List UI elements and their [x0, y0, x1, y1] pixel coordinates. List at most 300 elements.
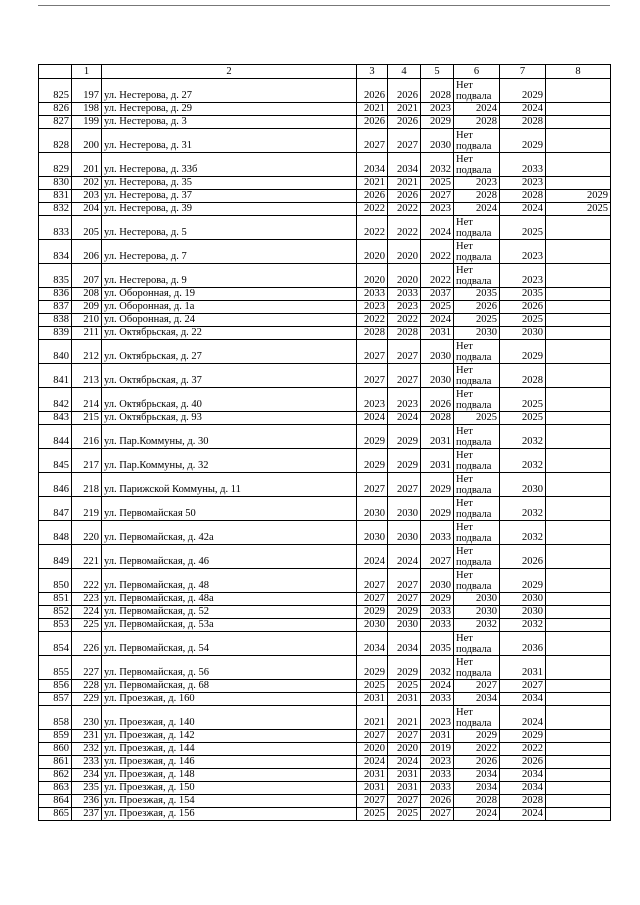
col-7-value: 2028 — [500, 795, 546, 808]
col-4-value: 2022 — [388, 203, 421, 216]
row-number: 847 — [39, 497, 72, 521]
table-row — [39, 103, 611, 116]
col-4-value: 2025 — [388, 680, 421, 693]
table-row — [39, 706, 611, 730]
row-number: 846 — [39, 473, 72, 497]
table-row — [39, 425, 611, 449]
col-3-value: 2034 — [357, 153, 388, 177]
address: ул. Нестерова, д. 9 — [102, 264, 357, 288]
col-8-value — [546, 216, 611, 240]
col-8-value — [546, 153, 611, 177]
col-5-value: 2022 — [421, 264, 454, 288]
object-id: 202 — [72, 177, 102, 190]
col-4-value: 2025 — [388, 808, 421, 821]
col-5-value: 2024 — [421, 216, 454, 240]
row-number: 835 — [39, 264, 72, 288]
col-6-value: 2023 — [454, 177, 500, 190]
col-7-value: 2025 — [500, 388, 546, 412]
address: ул. Нестерова, д. 35 — [102, 177, 357, 190]
row-number: 844 — [39, 425, 72, 449]
object-id: 203 — [72, 190, 102, 203]
row-number: 854 — [39, 632, 72, 656]
address: ул. Октябрьская, д. 22 — [102, 327, 357, 340]
object-id: 206 — [72, 240, 102, 264]
col-7-value: 2030 — [500, 473, 546, 497]
col-7-value: 2026 — [500, 756, 546, 769]
table-row — [39, 756, 611, 769]
col-6-value: 2029 — [454, 730, 500, 743]
col-5-value: 2031 — [421, 730, 454, 743]
col-8-value — [546, 327, 611, 340]
col-4-value: 2029 — [388, 656, 421, 680]
col-6-value: Нет подвала — [454, 521, 500, 545]
object-id: 210 — [72, 314, 102, 327]
address: ул. Проезжая, д. 148 — [102, 769, 357, 782]
col-8-value — [546, 314, 611, 327]
col-3-value: 2027 — [357, 364, 388, 388]
col-5-value: 2033 — [421, 782, 454, 795]
address: ул. Первомайская 50 — [102, 497, 357, 521]
col-4-value: 2031 — [388, 769, 421, 782]
address: ул. Проезжая, д. 150 — [102, 782, 357, 795]
address: ул. Первомайская, д. 42а — [102, 521, 357, 545]
row-number: 857 — [39, 693, 72, 706]
address: ул. Проезжая, д. 146 — [102, 756, 357, 769]
col-5-value: 2028 — [421, 412, 454, 425]
row-number: 828 — [39, 129, 72, 153]
table-row — [39, 808, 611, 821]
row-number: 826 — [39, 103, 72, 116]
col-8-value — [546, 177, 611, 190]
col-8-value — [546, 782, 611, 795]
table-row — [39, 680, 611, 693]
col-8-value — [546, 301, 611, 314]
table-row — [39, 769, 611, 782]
object-id: 228 — [72, 680, 102, 693]
table-row — [39, 79, 611, 103]
col-4-value: 2026 — [388, 190, 421, 203]
table-row — [39, 795, 611, 808]
col-4-value: 2030 — [388, 521, 421, 545]
table-body — [39, 79, 611, 821]
row-number: 849 — [39, 545, 72, 569]
col-7-value: 2036 — [500, 632, 546, 656]
table-row — [39, 388, 611, 412]
col-8-value — [546, 593, 611, 606]
col-8-value — [546, 388, 611, 412]
row-number: 827 — [39, 116, 72, 129]
col-4-value: 2027 — [388, 473, 421, 497]
col-8-value — [546, 521, 611, 545]
col-7-value: 2033 — [500, 153, 546, 177]
col-5-value: 2024 — [421, 314, 454, 327]
col-4-value: 2027 — [388, 730, 421, 743]
col-3-value: 2029 — [357, 425, 388, 449]
col-4-value: 2021 — [388, 177, 421, 190]
col-8-value — [546, 116, 611, 129]
col-3-value: 2023 — [357, 388, 388, 412]
col-3-value: 2022 — [357, 203, 388, 216]
col-3-value: 2028 — [357, 327, 388, 340]
address: ул. Парижской Коммуны, д. 11 — [102, 473, 357, 497]
col-5-value: 2029 — [421, 593, 454, 606]
col-4-value: 2021 — [388, 103, 421, 116]
object-id: 211 — [72, 327, 102, 340]
col-7-value: 2029 — [500, 340, 546, 364]
address: ул. Пар.Коммуны, д. 30 — [102, 425, 357, 449]
col-8-value — [546, 769, 611, 782]
col-5-value: 2031 — [421, 327, 454, 340]
col-3-value: 2026 — [357, 79, 388, 103]
col-6-value: 2024 — [454, 808, 500, 821]
col-4-value: 2030 — [388, 497, 421, 521]
col-3-value: 2027 — [357, 569, 388, 593]
col-8-value — [546, 656, 611, 680]
address: ул. Октябрьская, д. 40 — [102, 388, 357, 412]
col-4-value: 2027 — [388, 593, 421, 606]
col-5-value: 2030 — [421, 129, 454, 153]
object-id: 230 — [72, 706, 102, 730]
table-row — [39, 177, 611, 190]
header-col-1: 1 — [72, 65, 102, 79]
col-4-value: 2034 — [388, 632, 421, 656]
object-id: 220 — [72, 521, 102, 545]
col-5-value: 2019 — [421, 743, 454, 756]
col-8-value — [546, 619, 611, 632]
col-5-value: 2027 — [421, 190, 454, 203]
table-row — [39, 301, 611, 314]
col-6-value: 2028 — [454, 116, 500, 129]
col-7-value: 2032 — [500, 449, 546, 473]
col-8-value — [546, 412, 611, 425]
col-3-value: 2027 — [357, 593, 388, 606]
address: ул. Нестерова, д. 37 — [102, 190, 357, 203]
row-number: 848 — [39, 521, 72, 545]
col-5-value: 2026 — [421, 795, 454, 808]
header-col-8: 8 — [546, 65, 611, 79]
col-3-value: 2021 — [357, 103, 388, 116]
header-col-7: 7 — [500, 65, 546, 79]
address: ул. Нестерова, д. 7 — [102, 240, 357, 264]
col-3-value: 2031 — [357, 693, 388, 706]
col-3-value: 2021 — [357, 177, 388, 190]
header-col-2: 2 — [102, 65, 357, 79]
col-6-value: 2030 — [454, 327, 500, 340]
row-number: 829 — [39, 153, 72, 177]
address: ул. Оборонная, д. 24 — [102, 314, 357, 327]
row-number: 842 — [39, 388, 72, 412]
col-7-value: 2026 — [500, 545, 546, 569]
object-id: 234 — [72, 769, 102, 782]
object-id: 215 — [72, 412, 102, 425]
col-5-value: 2029 — [421, 497, 454, 521]
address: ул. Первомайская, д. 48а — [102, 593, 357, 606]
col-4-value: 2030 — [388, 619, 421, 632]
object-id: 198 — [72, 103, 102, 116]
col-8-value — [546, 103, 611, 116]
address: ул. Проезжая, д. 140 — [102, 706, 357, 730]
col-3-value: 2030 — [357, 619, 388, 632]
object-id: 222 — [72, 569, 102, 593]
table-row — [39, 340, 611, 364]
col-7-value: 2030 — [500, 606, 546, 619]
address: ул. Проезжая, д. 154 — [102, 795, 357, 808]
col-8-value — [546, 473, 611, 497]
header-row — [39, 65, 611, 79]
address: ул. Оборонная, д. 1а — [102, 301, 357, 314]
col-6-value: 2035 — [454, 288, 500, 301]
object-id: 226 — [72, 632, 102, 656]
object-id: 232 — [72, 743, 102, 756]
table-row — [39, 593, 611, 606]
table-row — [39, 129, 611, 153]
table-row — [39, 449, 611, 473]
col-5-value: 2023 — [421, 756, 454, 769]
col-5-value: 2023 — [421, 706, 454, 730]
col-7-value: 2027 — [500, 680, 546, 693]
table-row — [39, 606, 611, 619]
col-8-value — [546, 425, 611, 449]
object-id: 209 — [72, 301, 102, 314]
col-4-value: 2027 — [388, 364, 421, 388]
col-4-value: 2031 — [388, 693, 421, 706]
header-col-4: 4 — [388, 65, 421, 79]
col-7-value: 2025 — [500, 314, 546, 327]
col-7-value: 2024 — [500, 808, 546, 821]
col-6-value: Нет подвала — [454, 153, 500, 177]
col-3-value: 2034 — [357, 632, 388, 656]
table-row — [39, 288, 611, 301]
col-7-value: 2029 — [500, 569, 546, 593]
col-7-value: 2030 — [500, 327, 546, 340]
row-number: 861 — [39, 756, 72, 769]
col-5-value: 2022 — [421, 240, 454, 264]
col-7-value: 2030 — [500, 593, 546, 606]
table-row — [39, 412, 611, 425]
col-5-value: 2032 — [421, 153, 454, 177]
col-7-value: 2023 — [500, 177, 546, 190]
col-5-value: 2028 — [421, 79, 454, 103]
col-3-value: 2023 — [357, 301, 388, 314]
col-4-value: 2029 — [388, 425, 421, 449]
object-id: 207 — [72, 264, 102, 288]
address: ул. Первомайская, д. 68 — [102, 680, 357, 693]
col-6-value: Нет подвала — [454, 79, 500, 103]
col-3-value: 2020 — [357, 240, 388, 264]
col-7-value: 2023 — [500, 240, 546, 264]
col-4-value: 2024 — [388, 545, 421, 569]
col-5-value: 2035 — [421, 632, 454, 656]
table-row — [39, 190, 611, 203]
col-3-value: 2026 — [357, 190, 388, 203]
address: ул. Нестерова, д. 27 — [102, 79, 357, 103]
top-rule — [38, 5, 610, 6]
row-number: 845 — [39, 449, 72, 473]
col-8-value — [546, 79, 611, 103]
table-row — [39, 521, 611, 545]
col-6-value: Нет подвала — [454, 129, 500, 153]
row-number: 856 — [39, 680, 72, 693]
col-4-value: 2020 — [388, 743, 421, 756]
col-6-value: Нет подвала — [454, 632, 500, 656]
col-8-value — [546, 288, 611, 301]
header-blank — [39, 65, 72, 79]
col-3-value: 2029 — [357, 656, 388, 680]
table-row — [39, 569, 611, 593]
col-8-value — [546, 808, 611, 821]
col-7-value: 2026 — [500, 301, 546, 314]
col-6-value: 2025 — [454, 412, 500, 425]
row-number: 850 — [39, 569, 72, 593]
col-5-value: 2027 — [421, 545, 454, 569]
table-row — [39, 264, 611, 288]
col-6-value: 2026 — [454, 301, 500, 314]
row-number: 853 — [39, 619, 72, 632]
col-3-value: 2025 — [357, 808, 388, 821]
address: ул. Оборонная, д. 19 — [102, 288, 357, 301]
object-id: 212 — [72, 340, 102, 364]
col-3-value: 2031 — [357, 782, 388, 795]
object-id: 214 — [72, 388, 102, 412]
col-6-value: 2025 — [454, 314, 500, 327]
address: ул. Октябрьская, д. 37 — [102, 364, 357, 388]
row-number: 865 — [39, 808, 72, 821]
row-number: 833 — [39, 216, 72, 240]
col-7-value: 2032 — [500, 425, 546, 449]
col-3-value: 2029 — [357, 606, 388, 619]
address: ул. Нестерова, д. 31 — [102, 129, 357, 153]
col-4-value: 2020 — [388, 240, 421, 264]
col-8-value — [546, 693, 611, 706]
col-7-value: 2029 — [500, 730, 546, 743]
col-4-value: 2031 — [388, 782, 421, 795]
table-row — [39, 153, 611, 177]
col-6-value: Нет подвала — [454, 425, 500, 449]
col-3-value: 2024 — [357, 412, 388, 425]
col-5-value: 2033 — [421, 606, 454, 619]
col-8-value — [546, 756, 611, 769]
table-row — [39, 693, 611, 706]
object-id: 216 — [72, 425, 102, 449]
col-7-value: 2034 — [500, 782, 546, 795]
object-id: 199 — [72, 116, 102, 129]
table-row — [39, 203, 611, 216]
object-id: 219 — [72, 497, 102, 521]
address: ул. Проезжая, д. 142 — [102, 730, 357, 743]
col-3-value: 2033 — [357, 288, 388, 301]
col-6-value: 2026 — [454, 756, 500, 769]
col-6-value: 2030 — [454, 593, 500, 606]
col-8-value — [546, 706, 611, 730]
address: ул. Первомайская, д. 56 — [102, 656, 357, 680]
col-6-value: Нет подвала — [454, 545, 500, 569]
col-7-value: 2028 — [500, 190, 546, 203]
col-8-value: 2025 — [546, 203, 611, 216]
col-7-value: 2024 — [500, 103, 546, 116]
row-number: 834 — [39, 240, 72, 264]
col-7-value: 2029 — [500, 129, 546, 153]
col-6-value: Нет подвала — [454, 364, 500, 388]
col-7-value: 2034 — [500, 769, 546, 782]
col-7-value: 2032 — [500, 521, 546, 545]
col-3-value: 2030 — [357, 497, 388, 521]
object-id: 204 — [72, 203, 102, 216]
col-3-value: 2022 — [357, 314, 388, 327]
col-6-value: Нет подвала — [454, 340, 500, 364]
col-8-value — [546, 545, 611, 569]
col-7-value: 2032 — [500, 497, 546, 521]
address: ул. Октябрьская, д. 27 — [102, 340, 357, 364]
col-6-value: 2034 — [454, 693, 500, 706]
address: ул. Проезжая, д. 144 — [102, 743, 357, 756]
object-id: 221 — [72, 545, 102, 569]
row-number: 830 — [39, 177, 72, 190]
col-6-value: 2034 — [454, 769, 500, 782]
address: ул. Нестерова, д. 33б — [102, 153, 357, 177]
col-6-value: 2028 — [454, 795, 500, 808]
col-5-value: 2029 — [421, 473, 454, 497]
col-3-value: 2020 — [357, 264, 388, 288]
address: ул. Нестерова, д. 39 — [102, 203, 357, 216]
col-5-value: 2037 — [421, 288, 454, 301]
col-4-value: 2029 — [388, 449, 421, 473]
col-8-value — [546, 129, 611, 153]
col-3-value: 2027 — [357, 129, 388, 153]
col-6-value: 2034 — [454, 782, 500, 795]
col-7-value: 2029 — [500, 79, 546, 103]
row-number: 838 — [39, 314, 72, 327]
table-row — [39, 730, 611, 743]
col-6-value: 2032 — [454, 619, 500, 632]
col-4-value: 2033 — [388, 288, 421, 301]
object-id: 235 — [72, 782, 102, 795]
col-6-value: Нет подвала — [454, 388, 500, 412]
object-id: 208 — [72, 288, 102, 301]
col-4-value: 2026 — [388, 79, 421, 103]
col-6-value: Нет подвала — [454, 240, 500, 264]
col-3-value: 2024 — [357, 545, 388, 569]
col-5-value: 2031 — [421, 449, 454, 473]
col-7-value: 2035 — [500, 288, 546, 301]
row-number: 852 — [39, 606, 72, 619]
col-5-value: 2029 — [421, 116, 454, 129]
col-8-value: 2029 — [546, 190, 611, 203]
col-8-value — [546, 606, 611, 619]
col-8-value — [546, 340, 611, 364]
col-7-value: 2028 — [500, 364, 546, 388]
col-5-value: 2024 — [421, 680, 454, 693]
col-4-value: 2028 — [388, 327, 421, 340]
row-number: 836 — [39, 288, 72, 301]
col-3-value: 2027 — [357, 473, 388, 497]
col-4-value: 2024 — [388, 412, 421, 425]
col-5-value: 2025 — [421, 177, 454, 190]
address: ул. Первомайская, д. 48 — [102, 569, 357, 593]
col-7-value: 2024 — [500, 203, 546, 216]
table-row — [39, 619, 611, 632]
address: ул. Нестерова, д. 5 — [102, 216, 357, 240]
table-row — [39, 364, 611, 388]
col-6-value: 2028 — [454, 190, 500, 203]
table-row — [39, 497, 611, 521]
row-number: 855 — [39, 656, 72, 680]
col-3-value: 2027 — [357, 795, 388, 808]
col-6-value: 2024 — [454, 103, 500, 116]
col-6-value: Нет подвала — [454, 706, 500, 730]
row-number: 832 — [39, 203, 72, 216]
object-id: 236 — [72, 795, 102, 808]
address: ул. Первомайская, д. 52 — [102, 606, 357, 619]
